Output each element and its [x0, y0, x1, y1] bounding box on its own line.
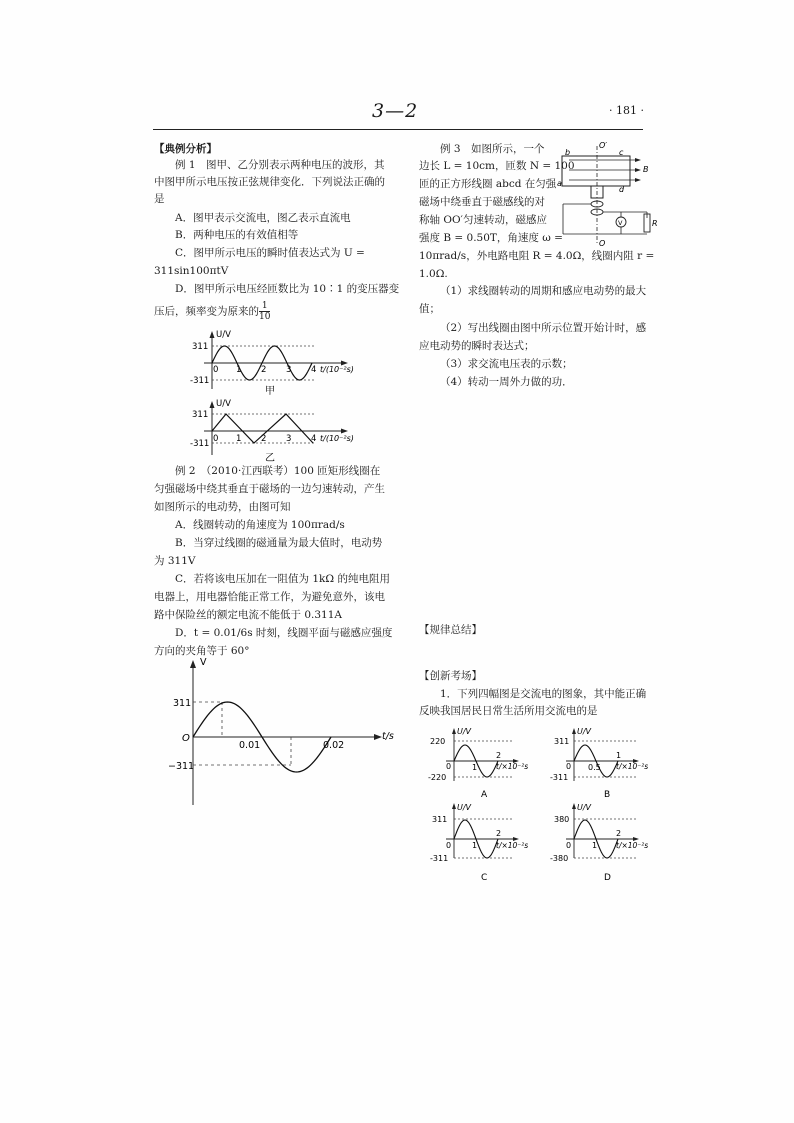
fraction-one-tenth: [259, 301, 270, 322]
section-title-summary: 【规律总结】: [419, 624, 482, 636]
label-field-b: B: [643, 165, 649, 174]
graph-jia-ybot: -311: [190, 376, 210, 386]
ex1-option-c: C．图甲所示电压的瞬时值表达式为 U =: [175, 247, 365, 259]
choice-c-ybot: -311: [430, 854, 449, 863]
ex1-option-d: D．图甲所示电压经匝数比为 10∶1 的变压器变: [175, 283, 400, 295]
graph-jia-caption: 甲: [265, 386, 275, 395]
graph-yi-tick-2: 2: [261, 434, 267, 444]
graph-ex2-ybot: −311: [168, 761, 195, 772]
graph-jia-ylabel: U/V: [216, 330, 231, 340]
ex3-question-4: （4）转动一周外力做的功．: [440, 376, 573, 388]
choice-d-origin: 0: [566, 841, 572, 850]
choice-a-t1: 1: [472, 763, 478, 772]
ex1-line-3: 是: [154, 193, 165, 205]
choice-b-ytop: 311: [554, 737, 570, 746]
choice-b-t1: 0.5: [588, 763, 601, 772]
label-c: c: [619, 148, 624, 157]
choice-b-t2: 1: [616, 751, 622, 760]
choice-c-ytop: 311: [432, 815, 448, 824]
choice-d-ylabel: U/V: [577, 803, 592, 812]
coil-circuit-diagram: [555, 138, 660, 258]
ex2-option-c-cont-1: 电器上，用电器恰能正常工作，为避免意外，该电: [154, 591, 385, 603]
graph-jia-ytop: 311: [192, 342, 209, 352]
ex3-line-2: 边长 L = 10cm，匝数 N = 100: [419, 160, 575, 172]
label-r: R: [652, 219, 658, 228]
ex1-option-d-cont: [154, 301, 270, 322]
page-number: · 181 ·: [609, 104, 644, 117]
ex2-option-d-cont: 方向的夹角等于 60°: [154, 645, 250, 657]
choice-b-caption: B: [604, 790, 611, 800]
graph-yi: [190, 395, 360, 465]
choice-c-t2: 2: [496, 829, 502, 838]
graph-ex2: [160, 655, 400, 810]
graph-jia-tick-3: 3: [286, 365, 292, 375]
q1-line-1: 1．下列四幅图是交流电的图象，其中能正确: [440, 688, 647, 700]
choice-d-caption: D: [604, 873, 611, 883]
ex2-line-1: 例 2 （2010·江西联考）100 匝矩形线圈在: [175, 465, 381, 477]
choice-b-origin: 0: [566, 762, 572, 771]
graph-ex2-x1: 0.01: [239, 740, 261, 751]
choice-a-ytop: 220: [430, 737, 446, 746]
choice-d-ybot: -380: [550, 854, 569, 863]
ex2-option-b-cont: 为 311V: [154, 555, 196, 567]
ex1-option-a: A．图甲表示交流电，图乙表示直流电: [175, 212, 351, 224]
ex3-line-4: 磁场中绕垂直于磁感线的对: [419, 196, 545, 208]
ex2-option-a: A．线圈转动的角速度为 100πrad/s: [175, 519, 345, 531]
label-o: O: [599, 239, 606, 248]
header-rule: [153, 129, 643, 130]
ex3-line-7: 10πrad/s，外电路电阻 R = 4.0Ω，线圈内阻 r =: [419, 250, 655, 262]
choice-graph-c: [424, 800, 534, 885]
ex1-line-2: 中图甲所示电压按正弦规律变化．下列说法正确的: [154, 176, 385, 188]
ex2-line-3: 如图所示的电动势，由图可知: [154, 501, 291, 513]
choice-a-caption: A: [481, 790, 488, 800]
graph-ex2-ytop: 311: [173, 698, 192, 709]
choice-d-t2: 2: [616, 829, 622, 838]
ex3-question-3: （3）求交流电压表的示数；: [440, 358, 573, 370]
ex3-line-8: 1.0Ω.: [419, 268, 448, 280]
graph-yi-tick-4: 4: [311, 434, 317, 444]
label-a: a: [557, 179, 562, 188]
graph-ex2-ylabel: V: [200, 657, 207, 668]
ex3-line-3: 匝的正方形线圈 abcd 在匀强: [419, 178, 557, 190]
choice-c-caption: C: [481, 873, 488, 883]
graph-yi-tick-3: 3: [286, 434, 292, 444]
ex3-line-6: 强度 B = 0.50T，角速度 ω =: [419, 232, 563, 244]
graph-yi-ybot: -311: [190, 439, 210, 449]
graph-jia-tick-1: 1: [236, 365, 242, 375]
choice-c-ylabel: U/V: [457, 803, 472, 812]
choice-d-t1: 1: [592, 841, 598, 850]
ex3-question-1-cont: 值；: [419, 303, 440, 315]
choice-a-xlabel: t/×10⁻²s: [496, 762, 529, 771]
choice-b-xlabel: t/×10⁻²s: [616, 762, 649, 771]
choice-d-xlabel: t/×10⁻²s: [616, 841, 649, 850]
ex2-option-b: B．当穿过线圈的磁通量为最大值时，电动势: [175, 537, 383, 549]
graph-yi-tick-1: 1: [236, 434, 242, 444]
label-b: b: [565, 148, 571, 157]
choice-a-ylabel: U/V: [457, 727, 472, 736]
graph-ex2-origin: O: [182, 733, 190, 744]
ex1-option-d-prefix: 压后，频率变为原来的: [154, 305, 259, 318]
graph-jia-tick-4: 4: [311, 365, 317, 375]
ex2-line-2: 匀强磁场中绕其垂直于磁场的一边匀速转动，产生: [154, 483, 385, 495]
choice-graph-b: [548, 725, 658, 805]
graph-ex2-x2: 0.02: [323, 740, 345, 751]
graph-yi-ytop: 311: [192, 410, 209, 420]
ex2-option-d: D．t = 0.01/6s 时刻，线圈平面与磁感应强度: [175, 627, 393, 639]
graph-yi-ylabel: U/V: [216, 399, 231, 409]
ex3-line-1: 例 3 如图所示，一个: [440, 143, 545, 155]
graph-jia-xlabel: t/(10⁻²s): [320, 365, 354, 374]
graph-jia-tick-2: 2: [261, 365, 267, 375]
choice-a-t2: 2: [496, 751, 502, 760]
choice-a-ybot: -220: [428, 773, 447, 782]
ex1-option-b: B．两种电压的有效值相等: [175, 229, 299, 241]
section-title-innovation: 【创新考场】: [419, 670, 482, 682]
choice-c-origin: 0: [446, 841, 452, 850]
choice-b-ylabel: U/V: [577, 727, 592, 736]
graph-ex2-xlabel: t/s: [382, 731, 394, 742]
ex1-option-c-cont: 311sin100πtV: [154, 265, 229, 277]
ex3-question-2-cont: 应电动势的瞬时表达式；: [419, 340, 535, 352]
choice-a-origin: 0: [446, 762, 452, 771]
section-title-example-analysis: 【典例分析】: [154, 143, 217, 155]
choice-c-t1: 1: [472, 841, 478, 850]
frac-numerator: 1: [259, 301, 270, 312]
ex3-line-5: 称轴 OO′匀速转动，磁感应: [419, 214, 547, 226]
graph-jia-origin: 0: [213, 365, 219, 375]
ex1-line-1: 例 1 图甲、乙分别表示两种电压的波形，其: [175, 159, 385, 171]
ex3-question-1: （1）求线圈转动的周期和感应电动势的最大: [440, 285, 647, 297]
graph-yi-xlabel: t/(10⁻²s): [320, 434, 354, 443]
graph-yi-caption: 乙: [265, 453, 275, 464]
label-d: d: [619, 185, 625, 194]
choice-b-ybot: -311: [550, 773, 569, 782]
graph-jia: [190, 325, 360, 395]
choice-graph-a: [424, 725, 534, 805]
ex2-option-c: C．若将该电压加在一阻值为 1kΩ 的纯电阻用: [175, 573, 390, 585]
graph-yi-origin: 0: [213, 434, 219, 444]
q1-line-2: 反映我国居民日常生活所用交流电的是: [419, 705, 598, 717]
frac-denominator: 10: [259, 312, 271, 322]
ex3-question-2: （2）写出线圈由图中所示位置开始计时，感: [440, 322, 647, 334]
label-o-prime: O′: [599, 141, 608, 150]
ex2-option-c-cont-2: 路中保险丝的额定电流不能低于 0.311A: [154, 609, 342, 621]
page-header-title: 3—2: [372, 100, 419, 122]
choice-graph-d: [548, 800, 658, 885]
choice-c-xlabel: t/×10⁻²s: [496, 841, 529, 850]
choice-d-ytop: 380: [554, 815, 570, 824]
voltmeter-symbol: V: [618, 219, 623, 227]
